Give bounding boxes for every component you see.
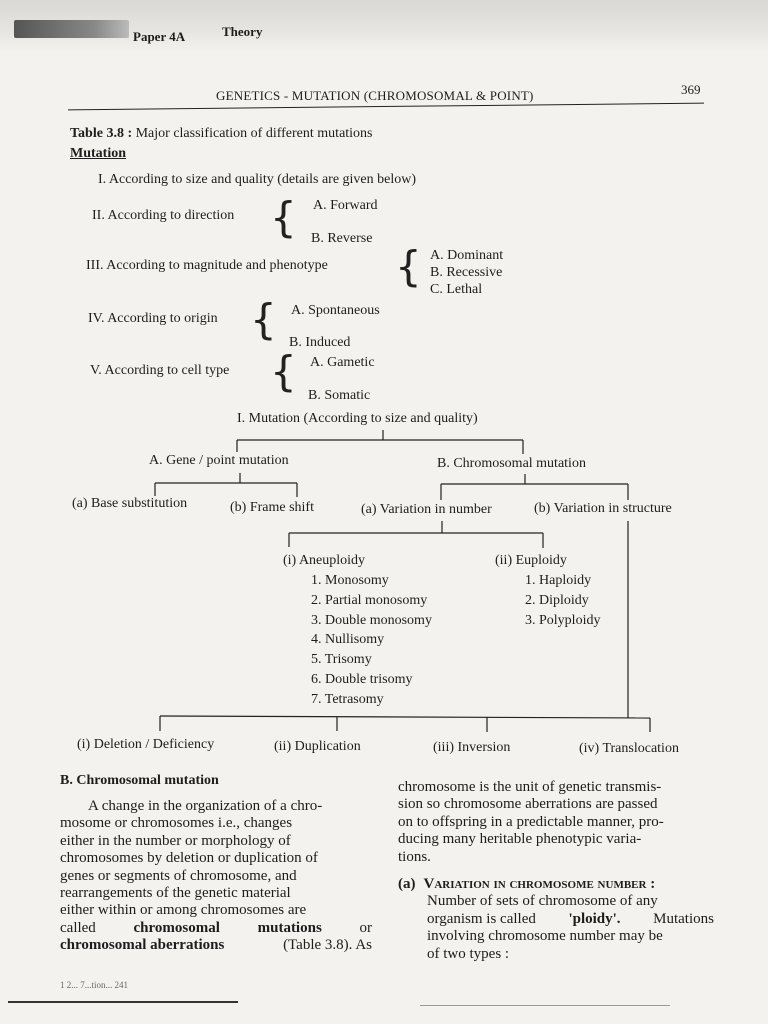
list-item: 2. Partial monosomy	[311, 593, 428, 608]
bold-term: mutations	[257, 919, 322, 936]
sub-text: Mutations	[653, 910, 714, 927]
tree-variation-structure: (b) Variation in structure	[534, 501, 672, 516]
row-v-option-b: B. Somatic	[308, 388, 371, 403]
list-item: 3. Double monosomy	[311, 613, 432, 628]
sub-text: organism is called	[427, 910, 536, 927]
row-iii-option-c: C. Lethal	[430, 282, 483, 297]
left-column	[60, 798, 372, 955]
paragraph-line: tions.	[398, 848, 431, 865]
paper-label: Paper 4A	[133, 29, 186, 44]
tree-gene-mutation: A. Gene / point mutation	[149, 453, 289, 468]
table-heading: Mutation	[70, 146, 126, 161]
list-item: 5. Trisomy	[311, 652, 372, 667]
brace-icon: {	[270, 347, 297, 396]
paragraph-line: either in the number or morphology of	[60, 832, 291, 849]
list-item: 6. Double trisomy	[311, 672, 413, 687]
row-ii-option-a: A. Forward	[313, 198, 378, 213]
row-iii-option-a: A. Dominant	[430, 248, 504, 263]
row-ii-option-b: B. Reverse	[311, 231, 373, 246]
paragraph-line: chromosome is the unit of genetic transmis-	[398, 779, 662, 795]
brace-icon: {	[395, 242, 422, 291]
tree-root: I. Mutation (According to size and quality)	[237, 411, 478, 426]
paragraph-line: rearrangements of the genetic material	[60, 885, 291, 902]
right-column	[398, 779, 714, 963]
paragraph-line: involving chromosome number may be	[427, 928, 663, 945]
aneuploidy-title: (i) Aneuploidy	[283, 553, 366, 568]
subsection-label: (a)	[398, 876, 416, 893]
row-iv-option-a: A. Spontaneous	[291, 303, 380, 318]
euploidy-title: (ii) Euploidy	[495, 553, 567, 568]
list-item: 1. Haploidy	[525, 573, 592, 588]
paragraph-line	[60, 937, 372, 954]
row-iii-label: III. According to magnitude and phenotype	[86, 258, 328, 273]
footer-smudge: 1 2... 7...tion... 241	[60, 980, 129, 990]
list-item: 2. Diploidy	[525, 593, 589, 608]
footer-rule	[8, 1001, 238, 1003]
row-iv-option-b: B. Induced	[289, 335, 351, 350]
brace-icon: {	[250, 295, 277, 344]
row-iii-option-b: B. Recessive	[430, 265, 503, 280]
list-item: 3. Polyploidy	[525, 613, 601, 628]
brace-icon: {	[270, 193, 297, 242]
bold-term: chromosomal aberrations	[60, 937, 225, 954]
subsection-heading	[398, 876, 714, 893]
paragraph-line	[60, 920, 372, 937]
bold-term: chromosomal	[133, 919, 220, 936]
table-reference: (Table 3.8). As	[283, 937, 372, 954]
running-title: GENETICS - MUTATION (CHROMOSOMAL & POINT)	[216, 88, 534, 103]
paragraph-line: mosome or chromosomes i.e., changes	[60, 815, 293, 832]
or-word: or	[359, 919, 372, 936]
footer-rule	[420, 1005, 670, 1006]
structure-translocation: (iv) Translocation	[579, 741, 679, 756]
tree-frame-shift: (b) Frame shift	[230, 500, 314, 515]
paragraph-line: chromosomes by deletion or duplication of	[60, 850, 318, 867]
row-iv-label: IV. According to origin	[88, 311, 218, 326]
paragraph-line: either within or among chromosomes are	[60, 902, 307, 919]
row-v-label: V. According to cell type	[90, 363, 230, 378]
list-item: 7. Tetrasomy	[311, 692, 384, 707]
page-number: 369	[681, 82, 701, 97]
called-word: called	[60, 919, 96, 936]
structure-duplication: (ii) Duplication	[274, 739, 361, 754]
row-ii-label: II. According to direction	[92, 208, 235, 223]
list-item: 1. Monosomy	[311, 573, 389, 588]
paragraph-line: ducing many heritable phenotypic varia-	[398, 831, 642, 848]
subsection-body	[398, 893, 714, 963]
paragraph-line: sion so chromosome aberrations are passed	[398, 796, 658, 813]
list-item: 4. Nullisomy	[311, 632, 385, 647]
paragraph-line: of two types :	[427, 945, 510, 962]
paragraph-line: Number of sets of chromosome of any	[427, 893, 658, 910]
tree-variation-number: (a) Variation in number	[361, 502, 492, 517]
paragraph-line: A change in the organization of a chro-	[88, 798, 323, 814]
subsection-title: Variation in chromosome number :	[423, 876, 656, 893]
tree-chromosomal-mutation: B. Chromosomal mutation	[437, 456, 586, 471]
structure-deletion: (i) Deletion / Deficiency	[77, 737, 215, 752]
ploidy-term: 'ploidy'.	[568, 910, 621, 927]
theory-label: Theory	[222, 24, 263, 39]
row-i-label: I. According to size and quality (details are given below)	[98, 172, 417, 187]
tree-base-substitution: (a) Base substitution	[72, 496, 188, 511]
paragraph-line	[427, 911, 714, 928]
paragraph-line: on to offspring in a predictable manner, pro-	[398, 813, 664, 830]
table-caption-text: Major classification of different mutations	[135, 126, 373, 141]
paragraph-line: genes or segments of chromosome, and	[60, 867, 297, 884]
structure-inversion: (iii) Inversion	[433, 740, 511, 755]
row-v-option-a: A. Gametic	[310, 355, 375, 370]
table-caption-label: Table 3.8 :	[70, 126, 133, 141]
section-heading: B. Chromosomal mutation	[60, 773, 219, 788]
